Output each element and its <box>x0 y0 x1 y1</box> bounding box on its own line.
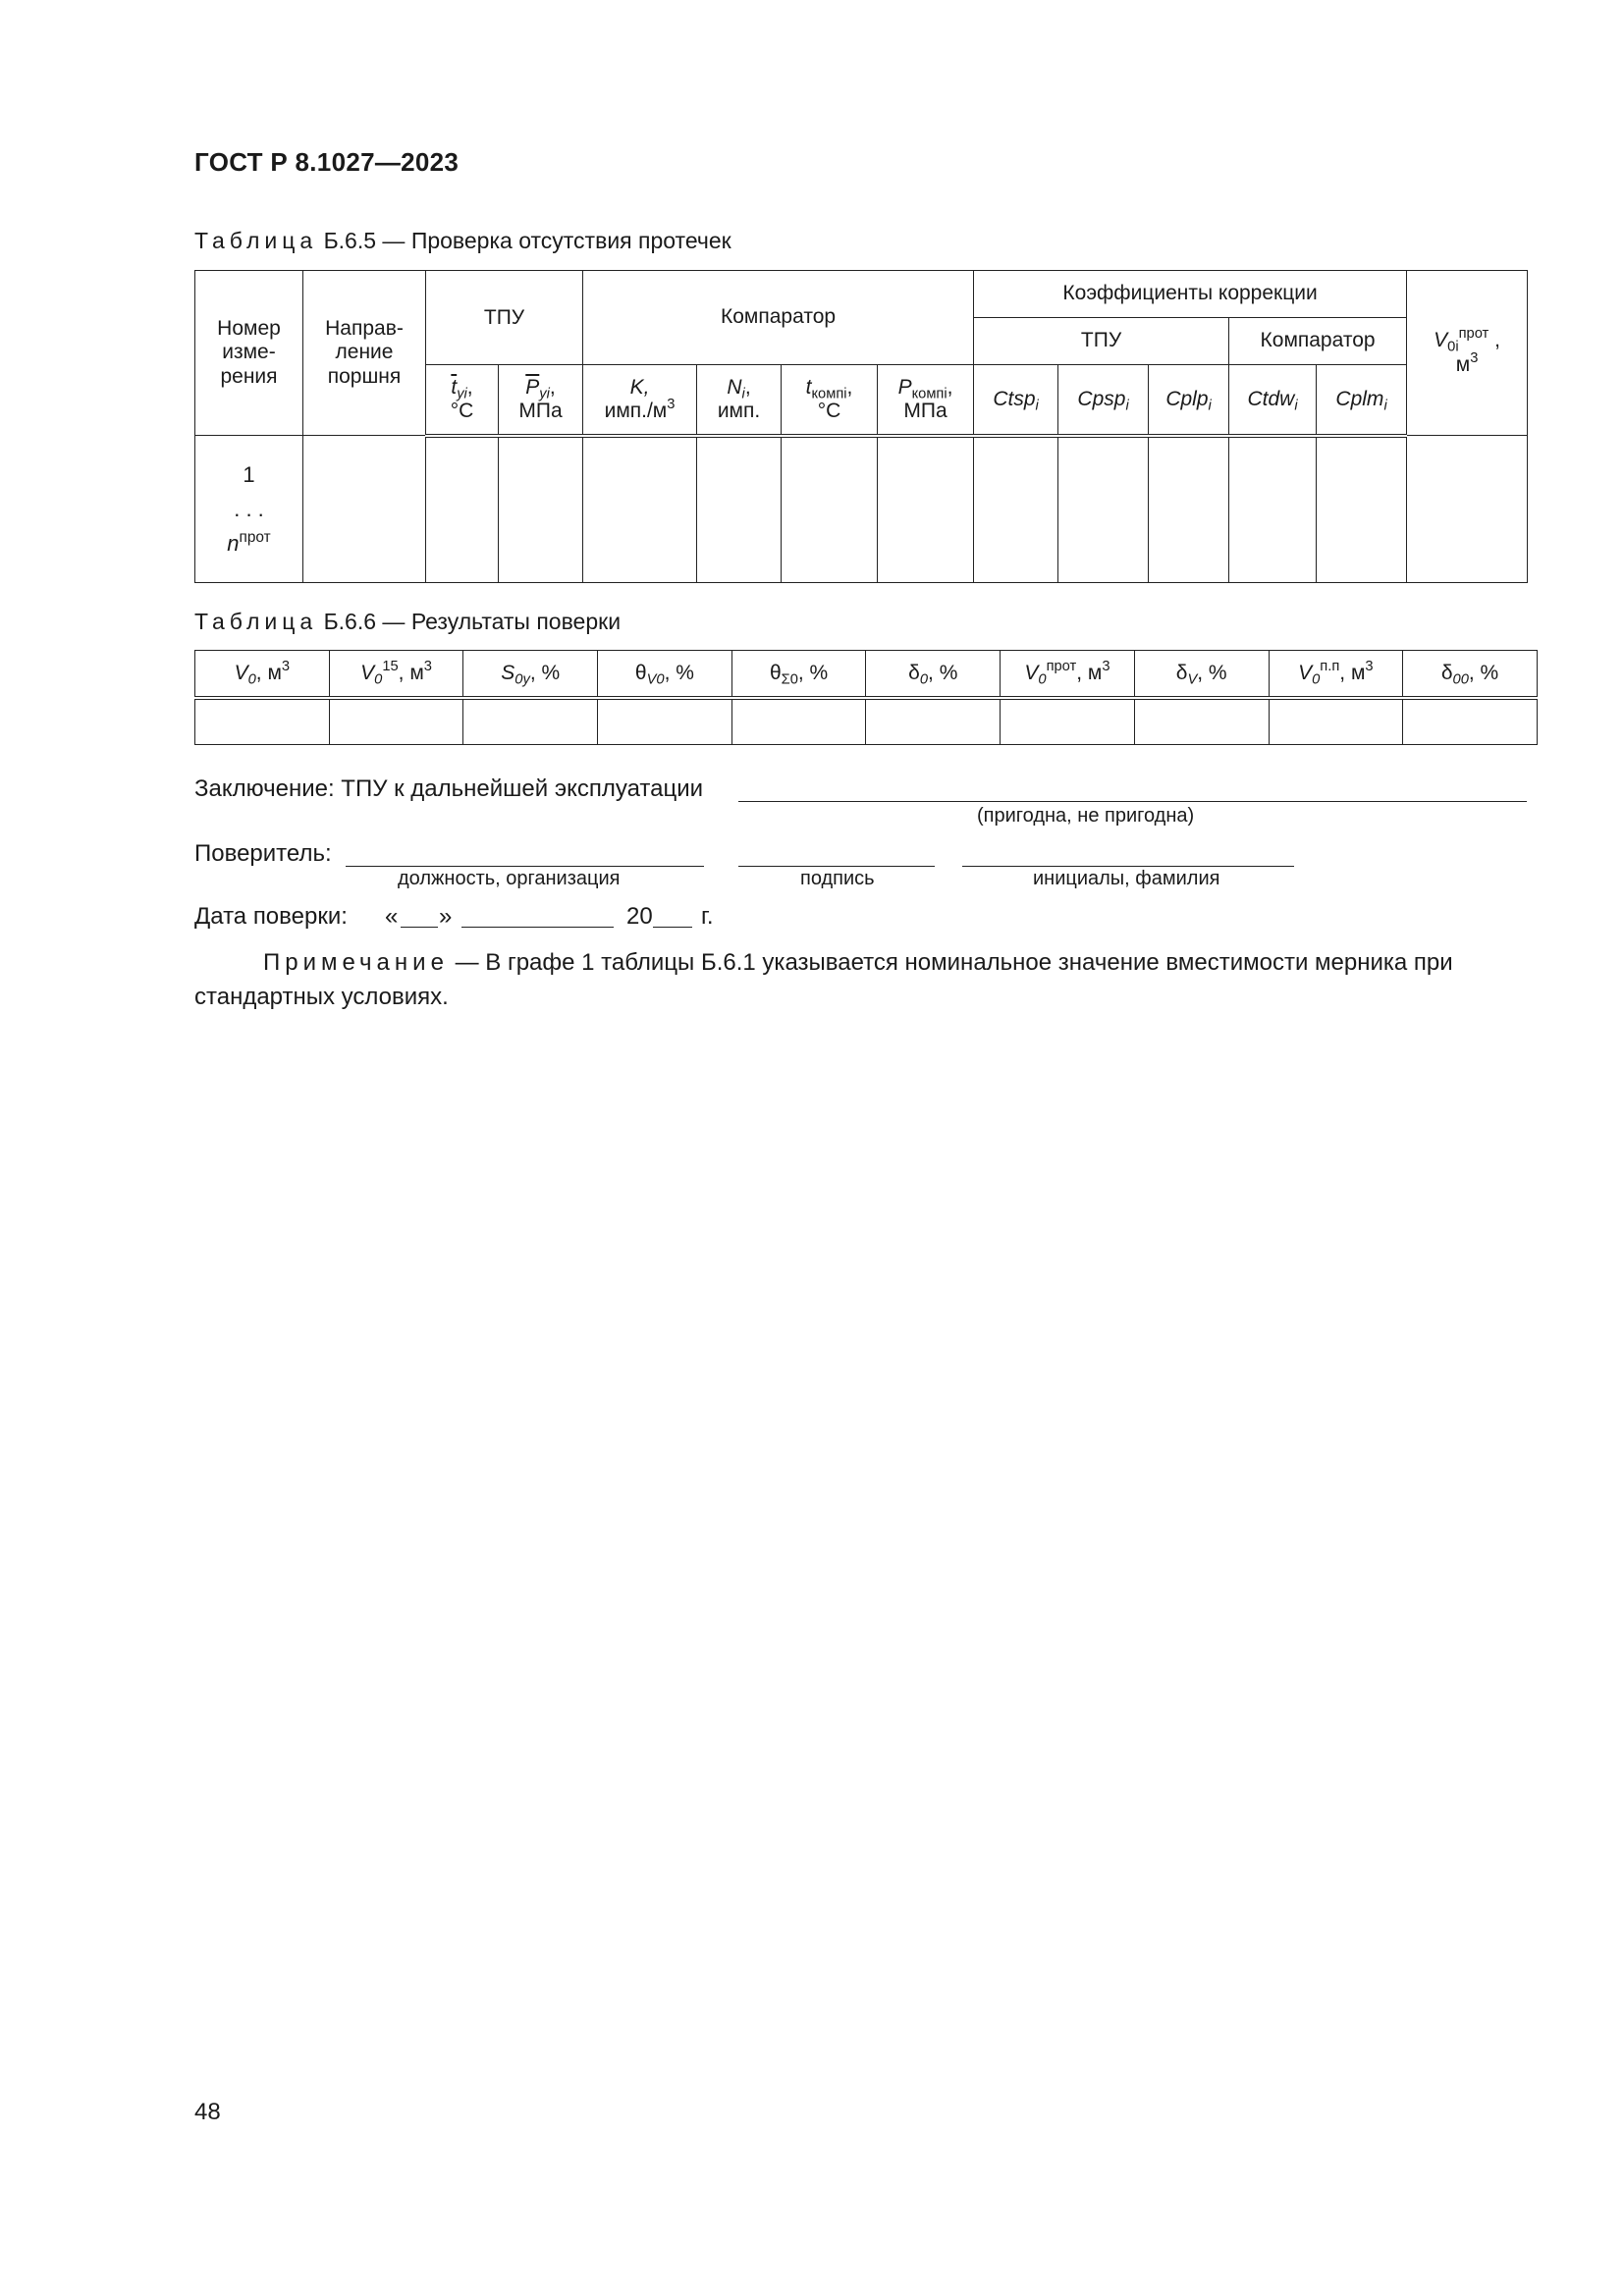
header-piston-direction: Направ-ление поршня <box>303 271 426 436</box>
header-p-yi: $\overline{P}_{yi}$, МПа <box>499 365 583 436</box>
note-label: Примечание <box>263 949 449 976</box>
cell-empty[interactable] <box>499 436 583 583</box>
page-number: 48 <box>194 2099 221 2125</box>
table1-caption <box>194 228 731 254</box>
cell-empty[interactable] <box>426 436 499 583</box>
results-header-9: $\delta_{00}$, % <box>1403 651 1538 698</box>
results-header-1: $V_0^{15}$, $м^3$ <box>329 651 463 698</box>
date-label: Дата поверки: <box>194 903 348 930</box>
header-group-comparator: Компаратор <box>583 271 974 365</box>
cell-empty[interactable] <box>782 436 878 583</box>
results-header-7: $\delta_V$, % <box>1134 651 1269 698</box>
results-cell-8[interactable] <box>1269 698 1403 745</box>
results-cell-6[interactable] <box>1001 698 1135 745</box>
verifier-signature-line[interactable] <box>738 866 935 867</box>
cell-empty[interactable] <box>878 436 974 583</box>
header-n-i: $N_i$, имп. <box>697 365 782 436</box>
verifier-name-line[interactable] <box>962 866 1294 867</box>
header-group-tpu: ТПУ <box>426 271 583 365</box>
header-measurement-number: Номер изме-рения <box>195 271 303 436</box>
date-month-line[interactable] <box>461 927 614 928</box>
results-cell-5[interactable] <box>866 698 1001 745</box>
header-ctsp: Ctsp$_i$ <box>974 365 1058 436</box>
results-header-8: $V_0^{п.п}$, $м^3$ <box>1269 651 1403 698</box>
header-ctdw: Ctdw$_i$ <box>1229 365 1317 436</box>
date-open-quote: « <box>385 903 399 930</box>
header-t-comp: $t_{компi}$, °C <box>782 365 878 436</box>
table-row <box>195 698 1538 745</box>
hint-signature: подпись <box>800 868 875 889</box>
conclusion-hint: (пригодна, не пригодна) <box>977 805 1195 827</box>
results-header-3: $\theta_{V0}$, % <box>598 651 732 698</box>
cell-empty[interactable] <box>1407 436 1528 583</box>
table2-caption-text: Б.6.6 — Результаты поверки <box>323 609 622 634</box>
results-header-0: $V_0$, $м^3$ <box>195 651 330 698</box>
cell-measurement-numbers: 1 . . . $n^{прот}$ <box>195 436 303 583</box>
results-cell-0[interactable] <box>195 698 330 745</box>
results-cell-7[interactable] <box>1134 698 1269 745</box>
date-day-line[interactable] <box>401 927 438 928</box>
hint-position: должность, организация <box>398 868 621 889</box>
results-cell-3[interactable] <box>598 698 732 745</box>
header-cplp: Cplp$_i$ <box>1149 365 1229 436</box>
header-v0-leak: $V_{0i}^{прот}$ , $м^3$ <box>1407 271 1528 436</box>
cell-empty[interactable] <box>697 436 782 583</box>
header-cplm: Cplm$_i$ <box>1317 365 1407 436</box>
header-t-yi: $\overline{t}_{yi}$, °C <box>426 365 499 436</box>
document-code: ГОСТ Р 8.1027—2023 <box>194 147 460 177</box>
table-verification-results <box>194 650 1538 745</box>
cell-empty[interactable] <box>974 436 1058 583</box>
header-k: K, $имп./м^3$ <box>583 365 697 436</box>
table2-caption-word: Таблица <box>194 609 318 634</box>
results-header-4: $\theta_{\Sigma 0}$, % <box>731 651 866 698</box>
date-year-prefix: 20 <box>626 903 653 930</box>
table1-caption-word: Таблица <box>194 228 318 253</box>
results-cell-4[interactable] <box>731 698 866 745</box>
cell-empty[interactable] <box>303 436 426 583</box>
cell-empty[interactable] <box>1149 436 1229 583</box>
results-header-5: $\delta_0$, % <box>866 651 1001 698</box>
hint-name: инициалы, фамилия <box>1033 868 1220 889</box>
cell-empty[interactable] <box>1317 436 1407 583</box>
header-coef-comparator: Компаратор <box>1229 318 1407 365</box>
results-cell-2[interactable] <box>463 698 598 745</box>
conclusion-label: Заключение: ТПУ к дальнейшей эксплуатации <box>194 775 704 802</box>
verifier-label: Поверитель: <box>194 840 332 867</box>
results-header-2: $S_{0y}$, % <box>463 651 598 698</box>
header-p-comp: $P_{компi}$, МПа <box>878 365 974 436</box>
cell-empty[interactable] <box>1229 436 1317 583</box>
results-cell-9[interactable] <box>1403 698 1538 745</box>
header-group-correction-coefficients: Коэффициенты коррекции <box>974 271 1407 318</box>
table2-caption <box>194 609 621 635</box>
table1-caption-text: Б.6.5 — Проверка отсутствия протечек <box>323 228 731 253</box>
date-close-quote: » <box>439 903 453 930</box>
cell-empty[interactable] <box>1058 436 1149 583</box>
note <box>194 946 1527 1015</box>
header-coef-tpu: ТПУ <box>974 318 1229 365</box>
results-cell-1[interactable] <box>329 698 463 745</box>
date-year-suffix: г. <box>701 903 714 930</box>
table-row <box>195 436 1528 583</box>
verifier-position-line[interactable] <box>346 866 704 867</box>
date-year-line[interactable] <box>653 927 692 928</box>
results-header-6: $V_0^{прот}$, $м^3$ <box>1001 651 1135 698</box>
header-cpsp: Cpsp$_i$ <box>1058 365 1149 436</box>
note-text: — В графе 1 таблицы Б.6.1 указывается номинальное значение вместимости мерника при стандартных условиях. <box>194 949 1453 1010</box>
table-leak-check <box>194 270 1528 583</box>
conclusion-field-line[interactable] <box>738 801 1527 802</box>
cell-empty[interactable] <box>583 436 697 583</box>
